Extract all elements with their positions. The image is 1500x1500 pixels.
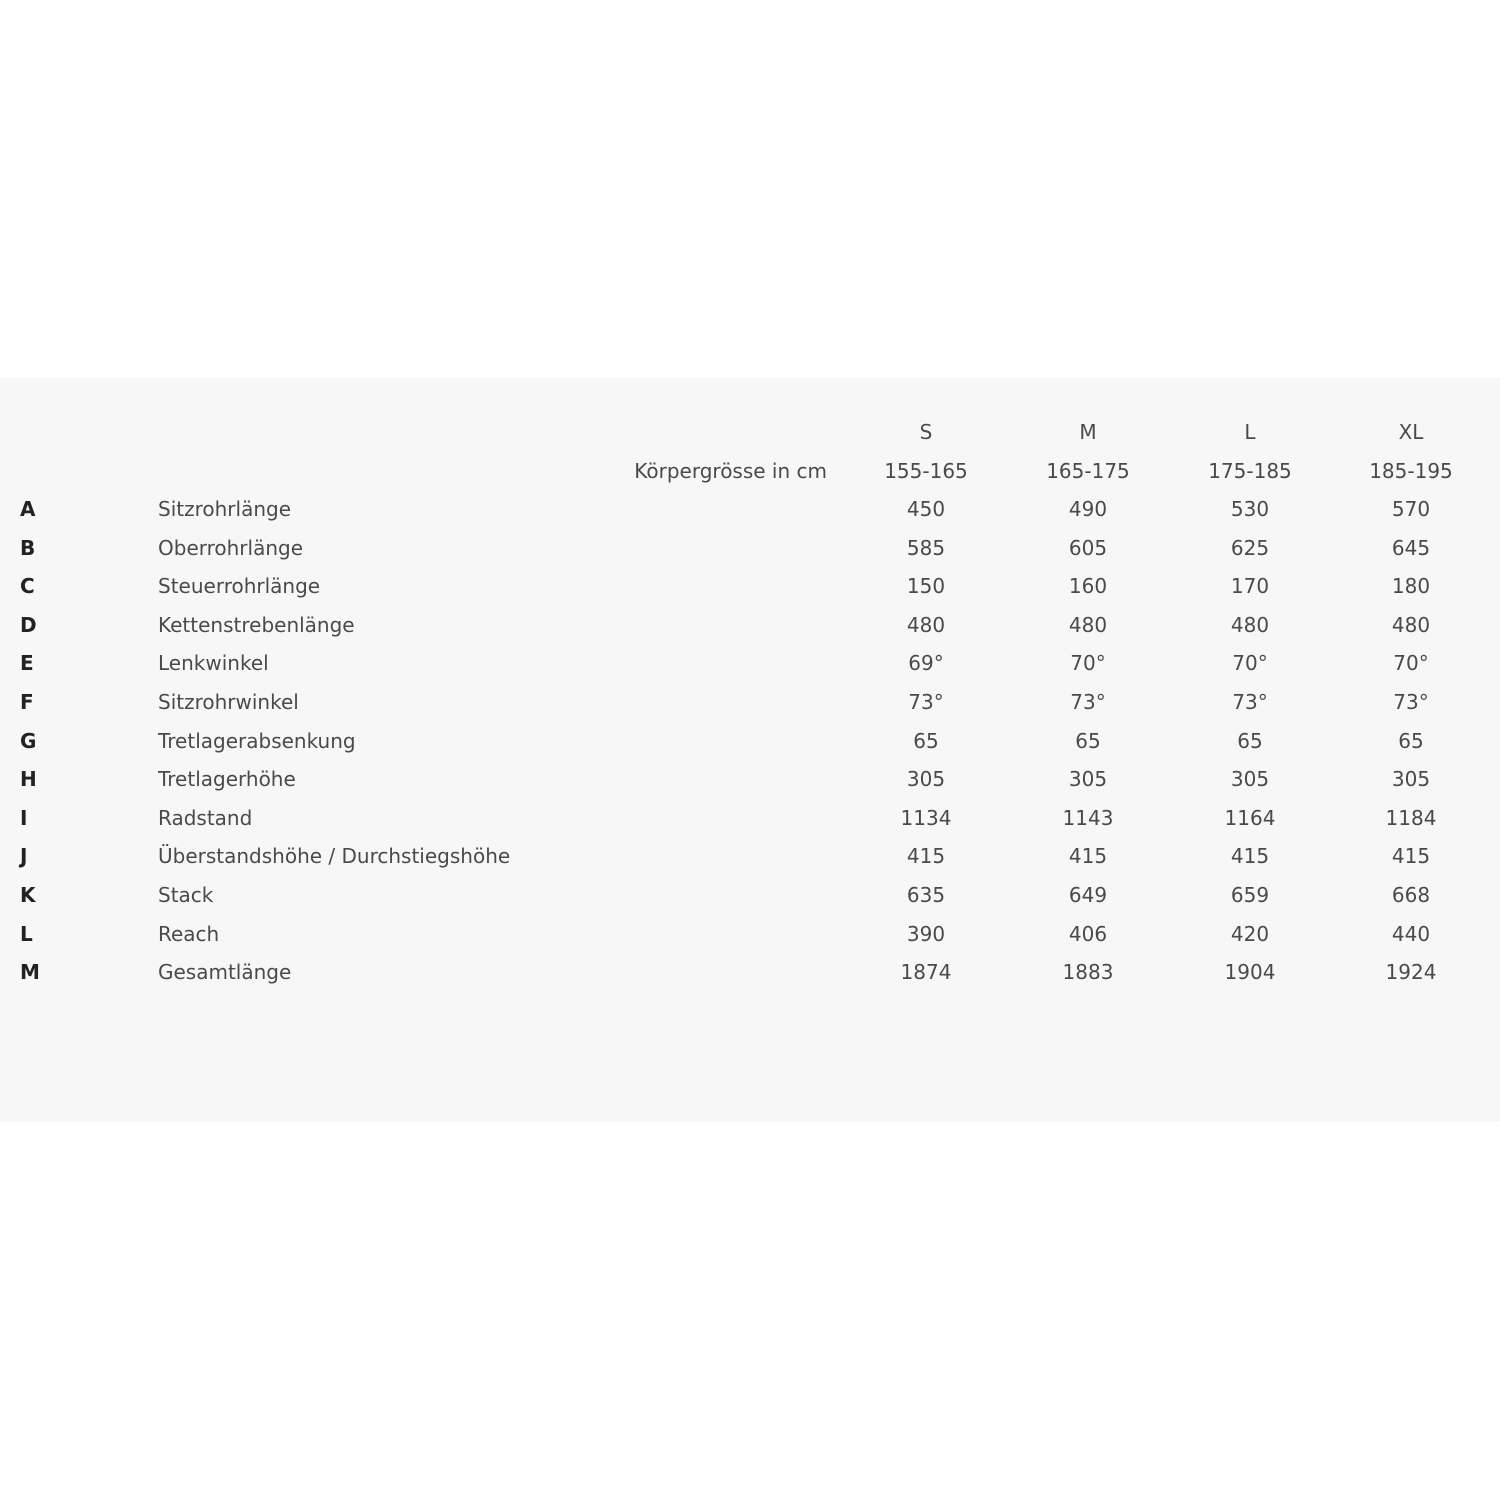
size-header: XL	[1398, 420, 1424, 444]
row-label: Radstand	[158, 805, 253, 830]
height-range: 165-175	[1046, 459, 1130, 483]
row-value: 65	[1398, 728, 1424, 753]
row-value: 635	[906, 883, 946, 907]
row-value: 69°	[908, 651, 944, 676]
row-value: 659	[1230, 883, 1270, 907]
row-label: Oberrohrlänge	[158, 535, 304, 560]
height-range: 185-195	[1369, 459, 1453, 483]
row-value: 70°	[1232, 651, 1268, 676]
size-header-row	[0, 413, 1500, 451]
row-value: 1883	[1062, 960, 1114, 985]
row-value: 415	[906, 844, 946, 869]
table-row	[0, 722, 1500, 760]
row-value: 625	[1230, 535, 1270, 560]
row-value: 1904	[1224, 960, 1276, 985]
row-value: 73°	[1232, 690, 1268, 714]
table-row	[0, 644, 1500, 682]
row-value: 150	[906, 574, 946, 599]
row-value: 420	[1230, 921, 1270, 946]
table-row	[0, 606, 1500, 644]
row-value: 480	[906, 612, 946, 637]
row-value: 480	[1391, 612, 1431, 637]
row-letter: A	[20, 497, 36, 521]
row-value: 390	[906, 921, 946, 946]
row-value: 415	[1230, 844, 1270, 869]
table-row	[0, 915, 1500, 953]
row-label: Lenkwinkel	[158, 651, 269, 676]
row-value: 490	[1068, 497, 1108, 521]
row-value: 406	[1068, 921, 1108, 946]
row-value: 305	[1068, 767, 1108, 792]
row-value: 415	[1391, 844, 1431, 869]
row-value: 440	[1391, 921, 1431, 946]
row-label: Kettenstrebenlänge	[158, 612, 355, 637]
row-value: 480	[1068, 612, 1108, 637]
row-label: Stack	[158, 883, 214, 907]
row-value: 305	[906, 767, 946, 792]
row-letter: M	[20, 960, 40, 985]
row-letter: K	[20, 883, 36, 907]
row-letter: L	[20, 921, 33, 946]
row-letter: I	[20, 805, 28, 830]
table-row	[0, 760, 1500, 798]
row-value: 585	[906, 535, 946, 560]
row-label: Überstandshöhe / Durchstiegshöhe	[158, 844, 511, 869]
row-label: Sitzrohrwinkel	[158, 690, 299, 714]
row-value: 668	[1391, 883, 1431, 907]
row-letter: D	[20, 612, 37, 637]
table-row	[0, 876, 1500, 914]
table-row	[0, 683, 1500, 721]
size-header: S	[919, 420, 933, 444]
row-value: 160	[1068, 574, 1108, 599]
row-value: 450	[906, 497, 946, 521]
row-label: Tretlagerabsenkung	[158, 728, 356, 753]
row-label: Steuerrohrlänge	[158, 574, 321, 599]
row-letter: G	[20, 728, 37, 753]
row-value: 65	[1237, 728, 1263, 753]
row-letter: H	[20, 767, 37, 792]
row-value: 180	[1391, 574, 1431, 599]
size-header: M	[1079, 420, 1097, 444]
height-range-row	[0, 452, 1500, 490]
row-value: 1164	[1224, 805, 1276, 830]
row-letter: E	[20, 651, 34, 676]
row-value: 645	[1391, 535, 1431, 560]
row-value: 70°	[1070, 651, 1106, 676]
height-range: 155-165	[884, 459, 968, 483]
row-value: 605	[1068, 535, 1108, 560]
row-value: 530	[1230, 497, 1270, 521]
row-value: 305	[1391, 767, 1431, 792]
row-letter: C	[20, 574, 35, 599]
row-letter: F	[20, 690, 34, 714]
row-value: 70°	[1393, 651, 1429, 676]
row-value: 73°	[908, 690, 944, 714]
row-value: 1924	[1385, 960, 1437, 985]
table-row	[0, 529, 1500, 567]
row-value: 415	[1068, 844, 1108, 869]
table-row	[0, 567, 1500, 605]
row-letter: J	[20, 844, 28, 869]
row-value: 1184	[1385, 805, 1437, 830]
row-label: Gesamtlänge	[158, 960, 292, 985]
height-range: 175-185	[1208, 459, 1292, 483]
row-label: Reach	[158, 921, 220, 946]
row-value: 305	[1230, 767, 1270, 792]
table-row	[0, 953, 1500, 991]
row-value: 73°	[1393, 690, 1429, 714]
row-value: 1143	[1062, 805, 1114, 830]
row-value: 1134	[900, 805, 952, 830]
row-value: 73°	[1070, 690, 1106, 714]
table-row	[0, 837, 1500, 875]
row-value: 65	[1075, 728, 1101, 753]
row-value: 1874	[900, 960, 952, 985]
row-label: Sitzrohrlänge	[158, 497, 291, 521]
size-header: L	[1244, 420, 1256, 444]
table-row	[0, 490, 1500, 528]
row-value: 480	[1230, 612, 1270, 637]
row-value: 170	[1230, 574, 1270, 599]
row-letter: B	[20, 535, 36, 560]
table-row	[0, 799, 1500, 837]
row-value: 65	[913, 728, 939, 753]
row-label: Tretlagerhöhe	[158, 767, 296, 792]
row-value: 649	[1068, 883, 1108, 907]
height-label: Körpergrösse in cm	[634, 459, 827, 483]
row-value: 570	[1391, 497, 1431, 521]
